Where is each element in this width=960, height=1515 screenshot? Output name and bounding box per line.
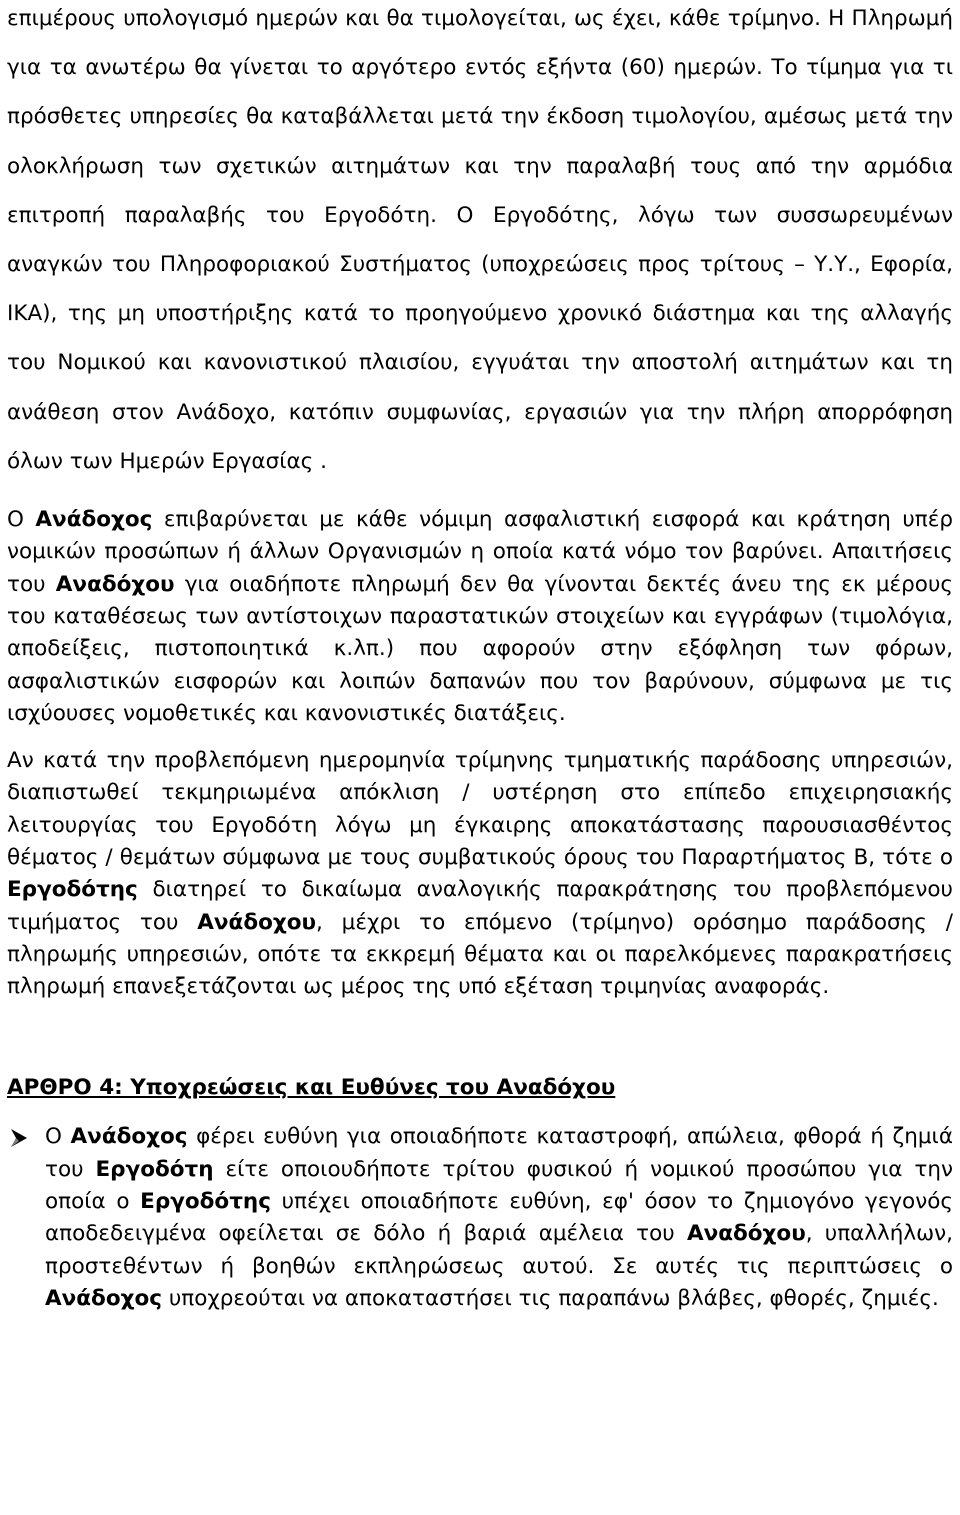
- text-run: είτε οποιουδήποτε τρίτου φυσικού ή νομικού προσώπου για την οποία ο: [45, 1156, 953, 1215]
- bold-term-employer: Εργοδότης: [140, 1189, 271, 1215]
- paragraph-text: επιμέρους υπολογισμό ημερών και θα τιμολογείται, ως έχει, κάθε τρίμηνο. Η Πληρωμή για τα ανωτέρω θα γίνεται το αργότερο εντός εξήντα (60) ημερών. Το τίμημα για τι πρόσθετες υπηρεσίες θα καταβάλλεται μετά την έκδοση τιμολογίου, αμέσως μετά την ολοκλήρωση των σχετικών αιτημάτων και την παραλαβή τους από την αρμόδια επιτροπή παραλαβής του Εργοδότη. Ο Εργοδότης, λόγω των συσσωρευμένων αναγκών του Πληροφοριακού Συστήματος (υποχρεώσεις προς τρίτους – Υ.Υ., Εφορία, ΙΚΑ), της μη υποστήριξης κατά το προηγούμενο χρονικό διάστημα και της αλλαγής του Νομικού και κανονιστικού πλαισίου, εγγυάται την αποστολή αιτημάτων και τη ανάθεση στον Ανάδοχο, κατόπιν συμφωνίας, εργασιών για την πλήρη απορρόφηση όλων των Ημερών Εργασίας .: [7, 6, 953, 474]
- bullet-item-liability: [7, 1121, 953, 1315]
- text-run: υπέχει οποιαδήποτε ευθύνη, εφ' όσον το ζημιογόνο γεγονός αποδεδειγμένα οφείλεται σε δόλο ή βαριά αμέλεια του: [45, 1189, 953, 1247]
- bold-term-contractor: Ανάδοχος: [45, 1285, 162, 1311]
- bold-term-employer: Εργοδότης: [7, 877, 138, 903]
- text-run: , υπαλλήλων, προστεθέντων ή βοηθών εκπληρώσεως αυτού. Σε αυτές τις περιπτώσεις ο: [45, 1221, 953, 1279]
- text-run: επιβαρύνεται με κάθε νόμιμη ασφαλιστική εισφορά και κράτηση υπέρ νομικών προσώπων ή άλλων Οργανισμών η οποία κατά νόμο τον βαρύνει. Απαιτήσεις του: [7, 507, 953, 597]
- text-run: , μέχρι το επόμενο (τρίμηνο) ορόσημο παράδοσης / πληρωμής υπηρεσιών, οπότε τα εκκρεμή θέματα και οι παρελκόμενες παρακρατήσεις πληρωμή επανεξετάζονται ως μέρος της υπό εξέταση τριμηνίας αναφοράς.: [7, 909, 953, 1000]
- bold-term-contractor: Αναδόχου: [686, 1221, 806, 1247]
- bold-term-contractor: Ανάδοχου: [197, 909, 317, 935]
- text-run: Ο: [7, 507, 36, 533]
- text-run: υποχρεούται να αποκαταστήσει τις παραπάνω βλάβες, φθορές, ζημιές.: [161, 1285, 939, 1311]
- paragraph-contractor-charges: [7, 504, 953, 730]
- text-run: φέρει ευθύνη για οποιαδήποτε καταστροφή, απώλεια, φθορά ή ζημιά του: [45, 1124, 953, 1182]
- arrow-bullet-icon: [9, 1128, 29, 1148]
- article-heading: ΑΡΘΡΟ 4: Υποχρεώσεις και Ευθύνες του Αναδόχου: [7, 1075, 616, 1101]
- bold-term-contractor: Ανάδοχος: [35, 507, 153, 533]
- document-page: [7, 0, 953, 1315]
- paragraph-withholding: [7, 745, 953, 1003]
- bold-term-employer: Εργοδότη: [95, 1156, 214, 1182]
- text-run: για οιαδήποτε πληρωμή δεν θα γίνονται δεκτές άνευ της εκ μέρους του καταθέσεως των αντίστοιχων παραστατικών στοιχείων και εγγράφων (τιμολόγια, αποδείξεις, πιστοποιητικά κ.λπ.) που αφορούν στην εξόφληση των φόρων, ασφαλιστικών εισφορών και λοιπών δαπανών που τον βαρύνουν, σύμφωνα με τις ισχύουσες νομοθετικές και κανονιστικές διατάξεις.: [7, 571, 953, 726]
- bold-term-contractor: Αναδόχου: [55, 571, 175, 597]
- text-run: Αν κατά την προβλεπόμενη ημερομηνία τρίμηνης τμηματικής παράδοσης υπηρεσιών, διαπιστωθεί τεκμηριωμένα απόκλιση / υστέρηση στο επίπεδο επιχειρησιακής λειτουργίας του Εργοδότη λόγω μη έγκαιρης αποκατάστασης παρουσιασθέντος θέματος / θεμάτων σύμφωνα με τους συμβατικούς όρους του Παραρτήματος Β, τότε ο: [7, 748, 953, 870]
- text-run: Ο: [45, 1124, 71, 1150]
- text-run: διατηρεί το δικαίωμα αναλογικής παρακράτησης του προβλεπόμενου τιμήματος του: [7, 877, 953, 935]
- paragraph-payment-terms: [7, 0, 953, 486]
- bullet-text: [45, 1121, 953, 1315]
- bold-term-contractor: Ανάδοχος: [70, 1124, 188, 1150]
